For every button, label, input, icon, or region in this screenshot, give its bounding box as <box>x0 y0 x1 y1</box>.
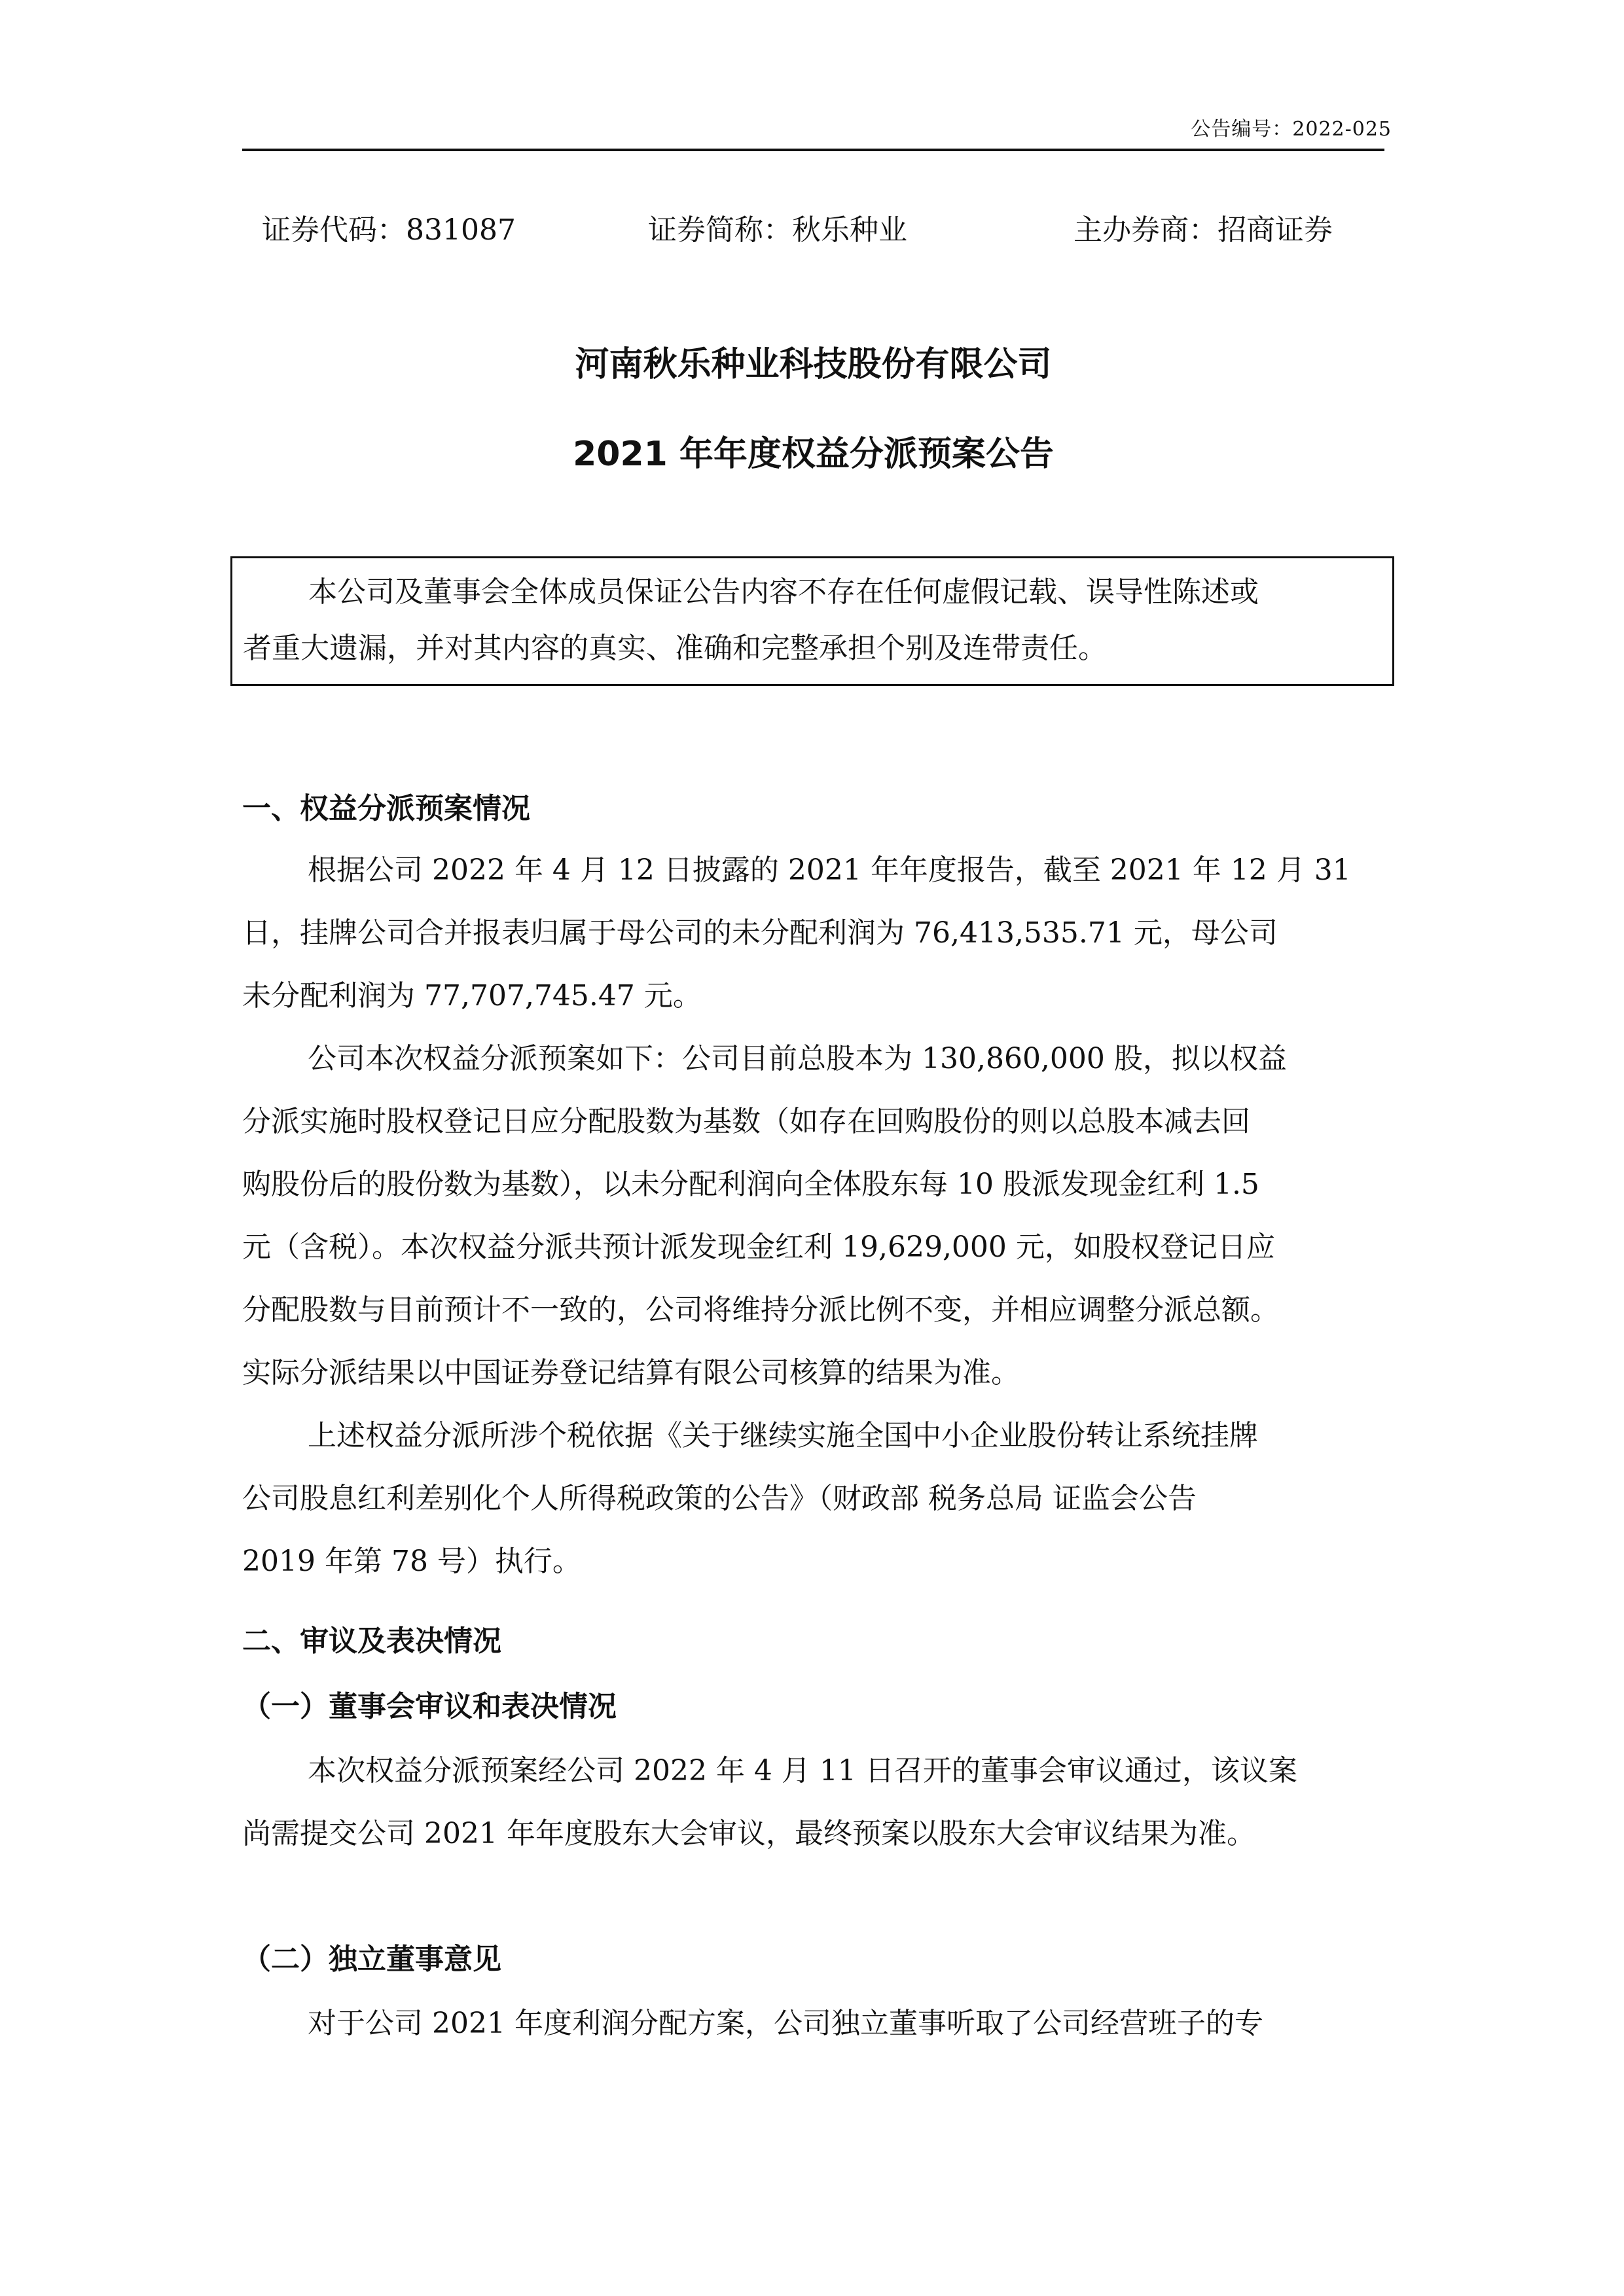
disclaimer-line: 者重大遗漏，并对其内容的真实、准确和完整承担个别及连带责任。 <box>243 632 1107 665</box>
paragraph-line: 购股份后的股份数为基数），以未分配利润向全体股东每 10 股派发现金红利 1.5 <box>242 1168 1259 1201</box>
paragraph-line: 日，挂牌公司合并报表归属于母公司的未分配利润为 76,413,535.71 元，母公司 <box>242 916 1278 950</box>
subsection-heading-1: （一）董事会审议和表决情况 <box>242 1690 617 1723</box>
section-heading-1: 一、权益分派预案情况 <box>242 792 530 825</box>
paragraph-line: 2019 年第 78 号）执行。 <box>242 1545 581 1578</box>
paragraph-line: 公司股息红利差别化个人所得税政策的公告》（财政部 税务总局 证监会公告 <box>242 1482 1197 1515</box>
security-code: 证券代码：831087 <box>262 213 516 247</box>
paragraph-line: 上述权益分派所涉个税依据《关于继续实施全国中小企业股份转让系统挂牌 <box>308 1419 1258 1452</box>
paragraph-line: 根据公司 2022 年 4 月 12 日披露的 2021 年年度报告，截至 2021 年 12 月 31 <box>308 853 1351 887</box>
paragraph-line: 分配股数与目前预计不一致的，公司将维持分派比例不变，并相应调整分派总额。 <box>242 1293 1279 1327</box>
disclaimer-box <box>230 556 1394 686</box>
sponsoring-broker: 主办券商：招商证券 <box>1074 213 1333 247</box>
company-title: 河南秋乐种业科技股份有限公司 <box>575 345 1052 384</box>
announcement-title: 2021 年年度权益分派预案公告 <box>573 435 1054 474</box>
paragraph-line: 未分配利润为 77,707,745.47 元。 <box>242 979 702 1013</box>
announcement-number: 公告编号：2022-025 <box>1191 118 1392 141</box>
section-heading-2: 二、审议及表决情况 <box>242 1624 501 1658</box>
subsection-heading-2: （二）独立董事意见 <box>242 1943 501 1976</box>
paragraph-line: 对于公司 2021 年度利润分配方案，公司独立董事听取了公司经营班子的专 <box>308 2007 1263 2040</box>
paragraph-line: 元（含税）。本次权益分派共预计派发现金红利 19,629,000 元，如股权登记日应 <box>242 1230 1275 1264</box>
paragraph-line: 分派实施时股权登记日应分配股数为基数（如存在回购股份的则以总股本减去回 <box>242 1105 1250 1138</box>
security-abbreviation: 证券简称：秋乐种业 <box>648 213 907 247</box>
paragraph-line: 本次权益分派预案经公司 2022 年 4 月 11 日召开的董事会审议通过，该议案 <box>308 1754 1297 1787</box>
paragraph-line: 实际分派结果以中国证券登记结算有限公司核算的结果为准。 <box>242 1356 1020 1390</box>
disclaimer-line: 本公司及董事会全体成员保证公告内容不存在任何虚假记载、误导性陈述或 <box>308 575 1259 609</box>
paragraph-line: 公司本次权益分派预案如下：公司目前总股本为 130,860,000 股，拟以权益 <box>308 1042 1287 1075</box>
paragraph-line: 尚需提交公司 2021 年年度股东大会审议，最终预案以股东大会审议结果为准。 <box>242 1817 1255 1850</box>
header-rule <box>242 149 1384 151</box>
